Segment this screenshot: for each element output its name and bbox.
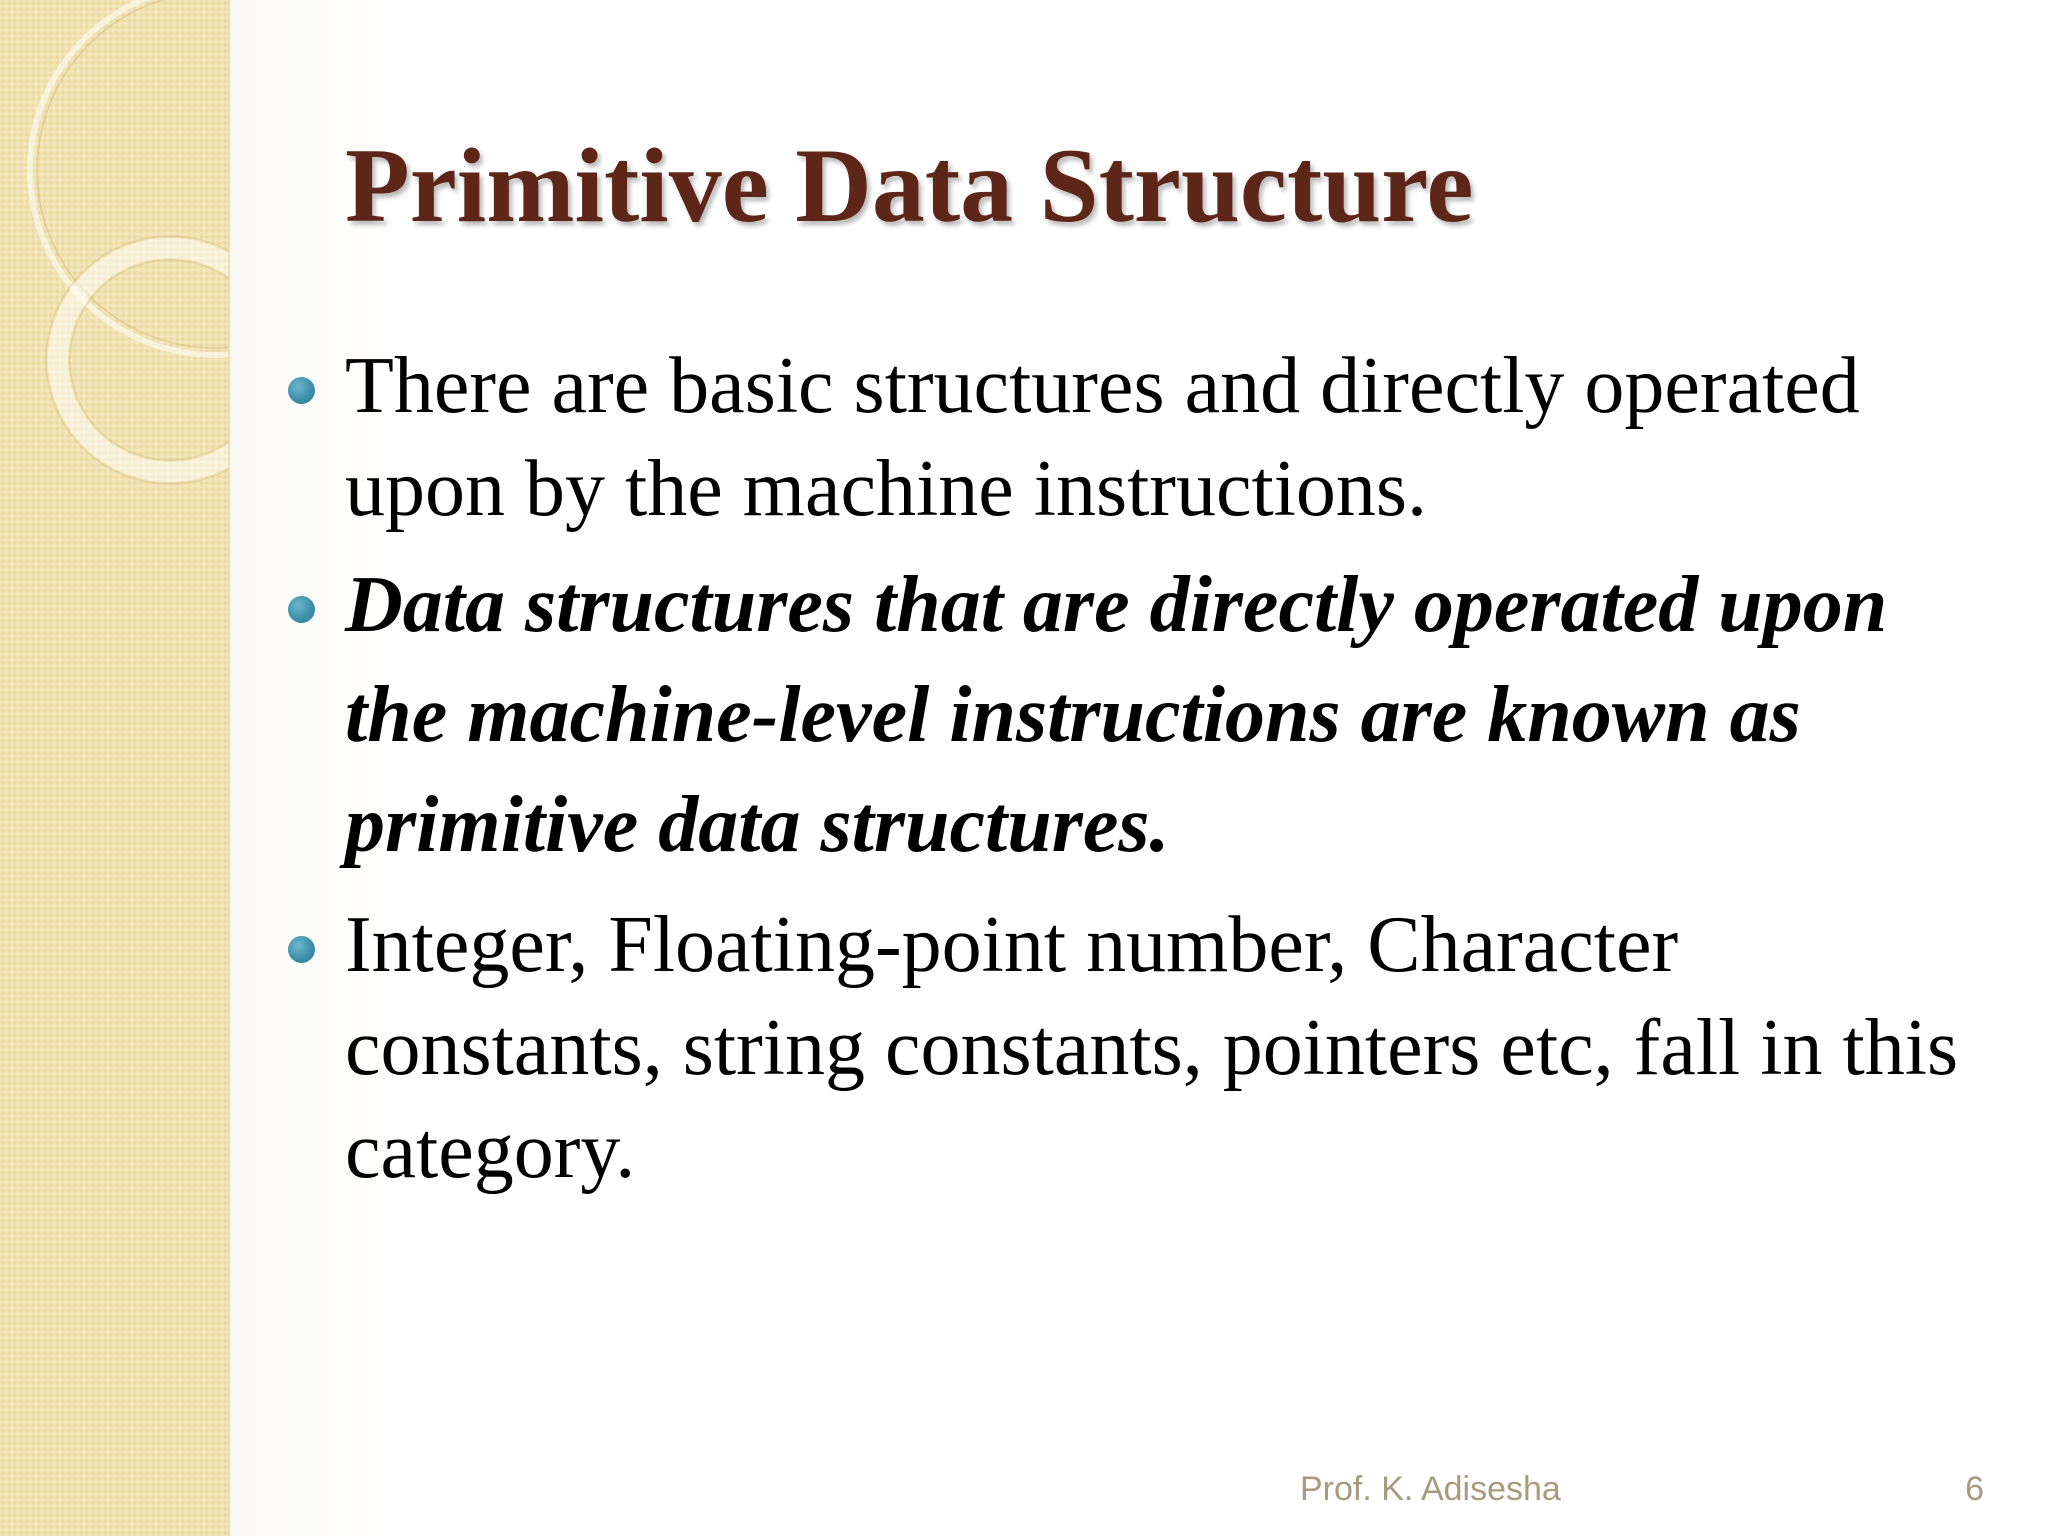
bullet-text: There are basic structures and directly operated upon by the machine instructions. xyxy=(345,342,1860,533)
bullet-list xyxy=(282,335,1962,1212)
side-band-edge xyxy=(228,0,231,1536)
bullet-item-2 xyxy=(282,550,1962,880)
footer-author: Prof. K. Adisesha xyxy=(1300,1470,1561,1508)
bullet-dot-icon xyxy=(288,936,315,963)
bullet-text: Data structures that are directly operated upon the machine-level instructions are known as primitive data structures. xyxy=(345,561,1888,869)
bullet-dot-icon xyxy=(288,596,315,623)
page-number: 6 xyxy=(1965,1470,1984,1508)
slide-title: Primitive Data Structure xyxy=(345,127,1474,244)
circle-ornament-icon xyxy=(0,0,228,520)
decorative-side-band xyxy=(0,0,228,1536)
bullet-dot-icon xyxy=(288,377,315,404)
bullet-item-3 xyxy=(282,894,1962,1203)
bullet-item-1 xyxy=(282,335,1962,541)
bullet-text: Integer, Floating-point number, Character constants, string constants, pointers etc, fall in this category. xyxy=(345,901,1959,1195)
